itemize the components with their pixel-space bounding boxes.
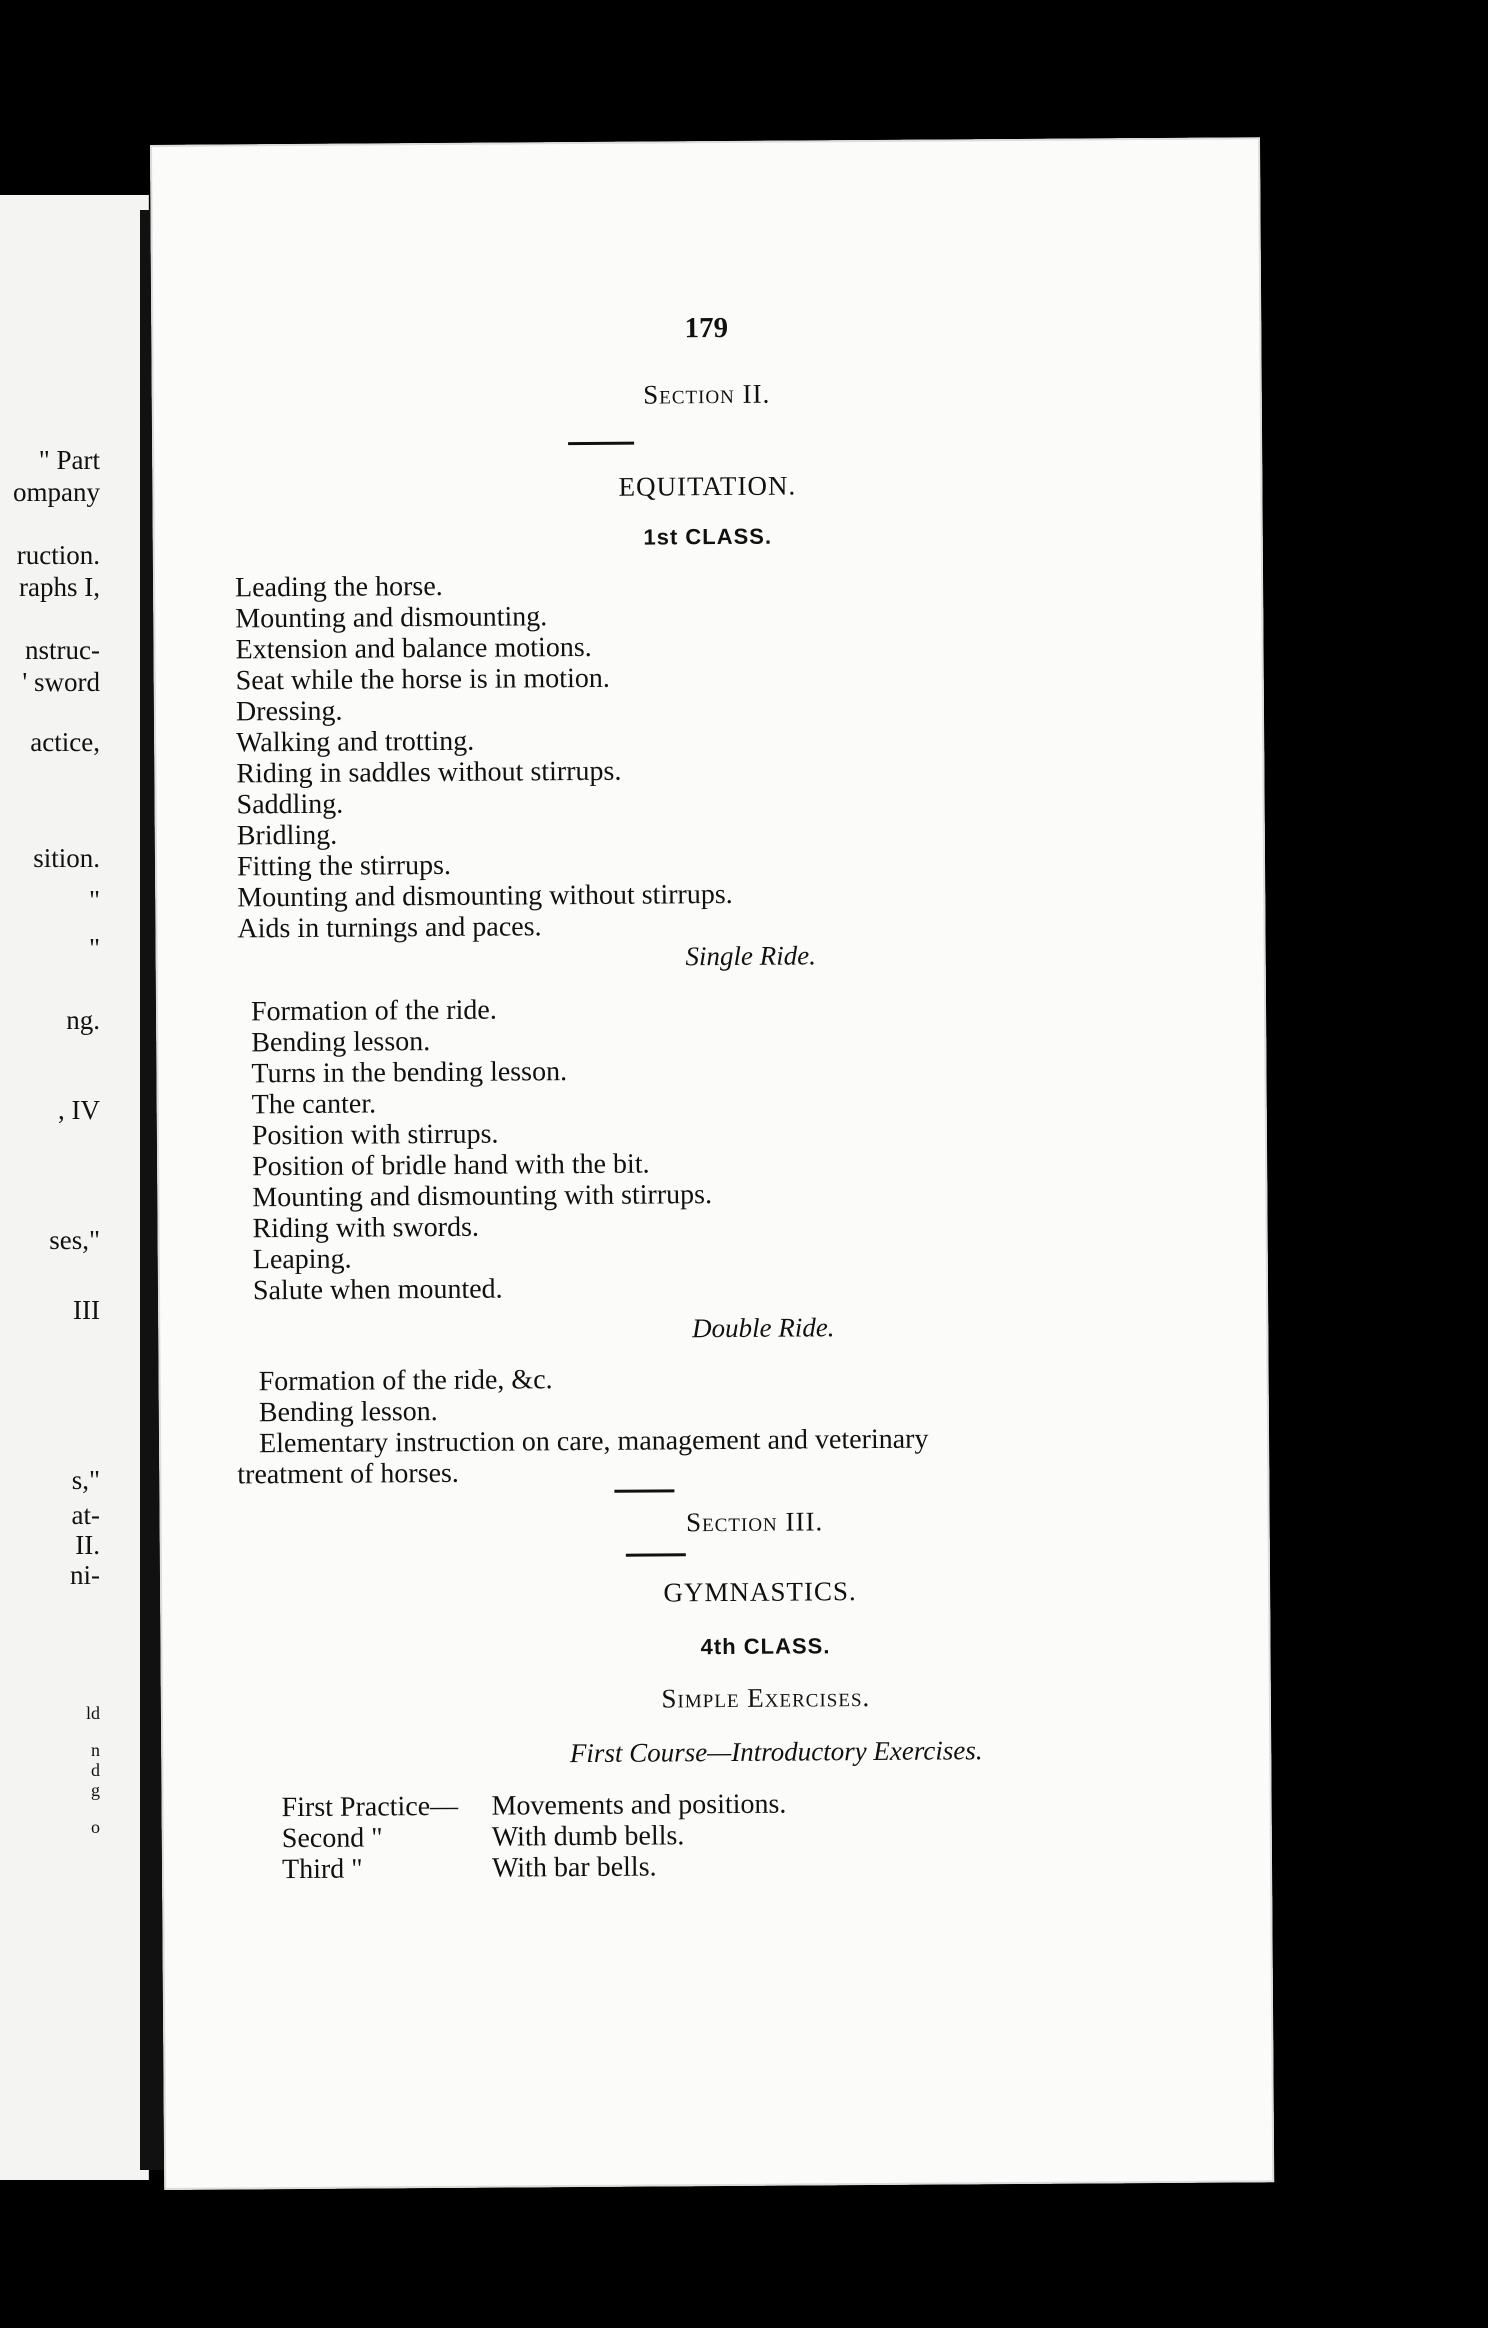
left-fragment: raphs I,: [19, 572, 100, 602]
list-item: Elementary instruction on care, management and veterinary: [258, 1423, 929, 1460]
list-item: Saddling.: [236, 788, 344, 821]
list-item: Fitting the stirrups.: [236, 849, 452, 883]
left-fragment: II.: [75, 1530, 100, 1560]
section-3-class: 4th CLASS.: [700, 1633, 831, 1660]
section-3-subject: GYMNASTICS.: [663, 1576, 857, 1608]
list-item: Position with stirrups.: [251, 1118, 499, 1152]
practice-row: [282, 1820, 685, 1854]
left-fragment: ": [88, 933, 100, 963]
practice-label: Third ": [281, 1853, 363, 1886]
left-fragment: ": [88, 885, 100, 915]
divider: [626, 1553, 686, 1556]
left-fragment: ses,": [49, 1225, 100, 1255]
left-fragment: sition.: [33, 843, 100, 873]
left-fragment: , IV: [58, 1095, 100, 1125]
divider: [568, 442, 634, 445]
left-fragment: actice,: [30, 727, 100, 757]
list-item: Walking and trotting.: [236, 725, 475, 759]
left-fragment: s,": [71, 1465, 100, 1495]
practice-row: [282, 1789, 787, 1824]
list-item: Extension and balance motions.: [235, 631, 592, 666]
list-item: Salute when mounted.: [252, 1273, 503, 1307]
list-item: Riding with swords.: [252, 1211, 480, 1245]
double-ride-title: Double Ride.: [691, 1312, 835, 1344]
list-item: Mounting and dismounting with stirrups.: [252, 1179, 713, 1214]
section-3-title: Section III.: [685, 1506, 824, 1538]
list-item: Dressing.: [235, 695, 343, 728]
list-item: Formation of the ride.: [250, 994, 497, 1028]
left-fragment: " Part: [38, 445, 100, 475]
practice-text: With dumb bells.: [491, 1820, 685, 1853]
list-item: Leading the horse.: [234, 570, 443, 604]
list-item: Riding in saddles without stirrups.: [236, 755, 622, 790]
section-2-title: Section II.: [643, 378, 771, 410]
practice-label: Second ": [281, 1822, 383, 1855]
left-fragment: g: [91, 1780, 100, 1800]
list-item: Bridling.: [236, 819, 338, 852]
list-item: The canter.: [251, 1088, 377, 1121]
left-fragment: d: [91, 1760, 100, 1780]
section-2-class: 1st CLASS.: [643, 523, 773, 550]
section-2-subject: EQUITATION.: [618, 470, 797, 502]
practice-row: [282, 1852, 657, 1886]
left-fragment: nstruc-: [25, 635, 100, 665]
list-item: Formation of the ride, &c.: [258, 1364, 553, 1398]
list-item: Mounting and dismounting without stirrups.: [237, 878, 733, 914]
list-item: Mounting and dismounting.: [235, 601, 548, 635]
list-item: Bending lesson.: [258, 1396, 438, 1429]
page-content: [150, 137, 1260, 1886]
list-item: Turns in the bending lesson.: [251, 1056, 568, 1090]
list-item: Position of bridle hand with the bit.: [252, 1148, 650, 1183]
left-fragment: ng.: [66, 1005, 100, 1035]
list-item: Seat while the horse is in motion.: [235, 662, 610, 697]
divider: [614, 1489, 674, 1492]
left-page-fragment: [0, 195, 149, 2180]
page-number: 179: [684, 311, 729, 345]
left-fragment: o: [91, 1817, 100, 1837]
practice-label: First Practice—: [281, 1790, 459, 1824]
equitation-list: [235, 569, 733, 944]
single-ride-title: Single Ride.: [685, 940, 817, 972]
left-fragment: n: [91, 1740, 100, 1760]
list-item: Bending lesson.: [251, 1026, 431, 1059]
left-fragment: ruction.: [16, 540, 100, 570]
left-fragment: ' sword: [22, 667, 100, 697]
left-fragment: III: [73, 1295, 100, 1325]
left-fragment: ld: [85, 1703, 100, 1723]
left-fragment: at-: [71, 1500, 100, 1530]
single-ride-list: [251, 993, 713, 1306]
section-3-subtitle: Simple Exercises.: [661, 1682, 871, 1714]
double-ride-list: [237, 1362, 929, 1491]
section-3-course: First Course—Introductory Exercises.: [569, 1735, 983, 1769]
left-fragment: ni-: [70, 1560, 100, 1590]
left-fragment: ompany: [13, 477, 100, 507]
list-item: Aids in turnings and paces.: [237, 911, 542, 945]
list-item: Leaping.: [252, 1243, 352, 1276]
list-item: treatment of horses.: [237, 1457, 459, 1491]
practice-text: Movements and positions.: [491, 1788, 787, 1822]
right-page: [150, 137, 1274, 2190]
practice-text: With bar bells.: [491, 1851, 657, 1884]
